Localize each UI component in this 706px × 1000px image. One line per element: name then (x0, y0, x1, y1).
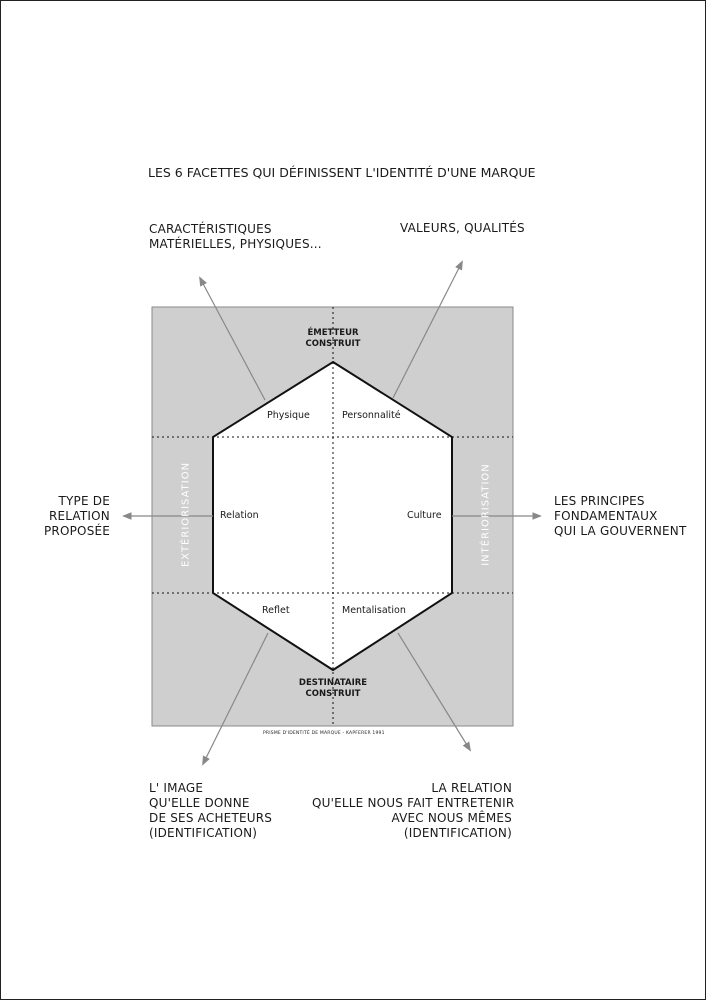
facet-physique: Physique (267, 410, 310, 421)
facet-relation: Relation (220, 510, 259, 521)
facet-personnalite: Personnalité (342, 410, 401, 421)
annotation-right: LES PRINCIPES FONDAMENTAUX QUI LA GOUVERNENT (554, 494, 687, 538)
annotation-bottom-right: LA RELATION QU'ELLE NOUS FAIT ENTRETENIR AVEC NOUS MÊMES (IDENTIFICATION) (312, 781, 515, 840)
axis-exteriorisation: EXTÉRIORISATION (180, 461, 192, 568)
diagram-title: LES 6 FACETTES QUI DÉFINISSENT L'IDENTITÉ D'UNE MARQUE (148, 165, 536, 180)
pole-emetteur: ÉMETTEUR CONSTRUIT (305, 328, 361, 349)
annotation-left: TYPE DE RELATION PROPOSÉE (44, 494, 111, 538)
pole-destinataire: DESTINATAIRE CONSTRUIT (298, 678, 368, 699)
facet-mentalisation: Mentalisation (342, 605, 406, 616)
diagram-caption: PRISME D'IDENTITÉ DE MARQUE - KAPFERER 1991 (263, 731, 385, 736)
annotation-top-left: CARACTÉRISTIQUES MATÉRIELLES, PHYSIQUES... (149, 222, 322, 251)
axis-interiorisation: INTÉRIORISATION (480, 463, 492, 566)
facet-culture: Culture (407, 510, 442, 521)
facet-reflet: Reflet (262, 605, 290, 616)
annotation-top-right: VALEURS, QUALITÉS (400, 221, 525, 235)
annotation-bottom-left: L' IMAGE QU'ELLE DONNE DE SES ACHETEURS (IDENTIFICATION) (149, 781, 273, 840)
